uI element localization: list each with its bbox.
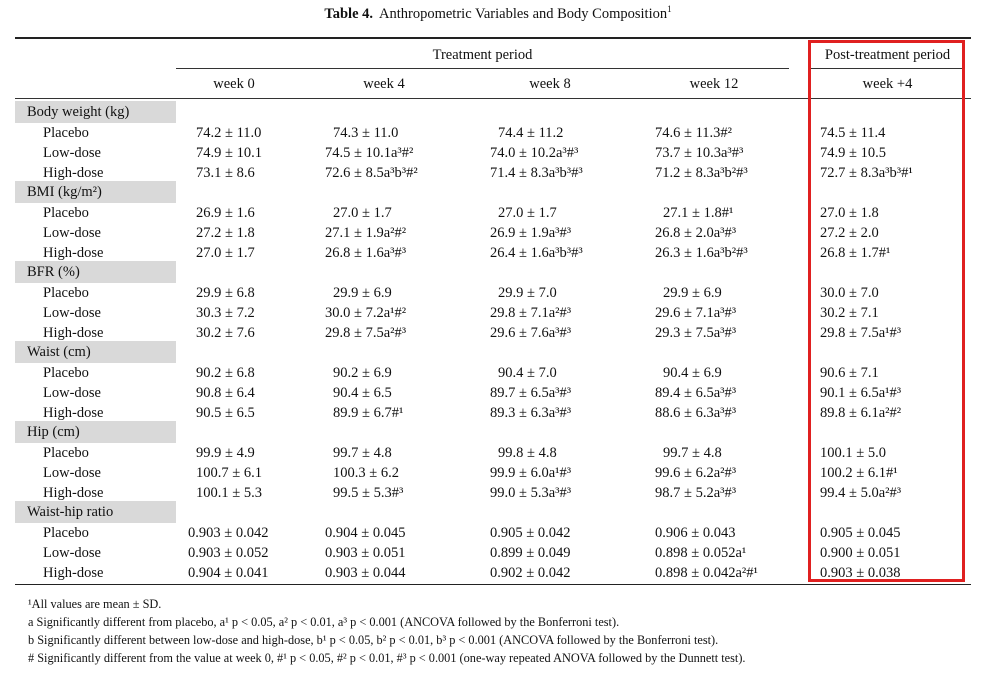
table-cell: 0.905 ± 0.045 [820,525,901,541]
table-label: Table 4. [324,6,374,22]
table-cell: 71.4 ± 8.3a³b³#³ [490,165,583,181]
week-header: week 8 [529,76,571,92]
table-cell: 0.900 ± 0.051 [820,545,901,561]
week-header: week 12 [689,76,739,92]
section-header: Waist (cm) [15,341,176,363]
table-cell: 72.6 ± 8.5a³b³#² [325,165,418,181]
row-label: Low-dose [43,545,101,561]
table-cell: 30.0 ± 7.2a¹#² [325,305,407,321]
table-cell: 30.3 ± 7.2 [196,305,255,321]
table-cell: 74.5 ± 11.4 [820,125,886,141]
table-cell: 89.7 ± 6.5a³#³ [490,385,572,401]
table-cell: 99.7 ± 4.8 [333,445,392,461]
row-label: High-dose [43,485,104,501]
table-cell: 0.904 ± 0.045 [325,525,406,541]
row-label: High-dose [43,165,104,181]
treatment-period-header: Treatment period [432,47,533,63]
table-cell: 29.6 ± 7.6a³#³ [490,325,572,341]
section-header: Body weight (kg) [15,101,176,123]
row-label: Low-dose [43,385,101,401]
table-cell: 99.4 ± 5.0a²#³ [820,485,902,501]
table-cell: 0.903 ± 0.042 [188,525,269,541]
table-cell: 26.8 ± 1.7#¹ [820,245,891,261]
table-cell: 26.9 ± 1.9a³#³ [490,225,572,241]
table-cell: 0.906 ± 0.043 [655,525,736,541]
table-cell: 72.7 ± 8.3a³b³#¹ [820,165,913,181]
table-cell: 90.5 ± 6.5 [196,405,255,421]
table-cell: 99.6 ± 6.2a²#³ [655,465,737,481]
table-cell: 0.903 ± 0.052 [188,545,269,561]
footnote: b Significantly different between low-dose and high-dose, b¹ p < 0.05, b² p < 0.01, b³ p < 0.001 (ANCOVA followed by the Bonferroni test). [28,633,719,647]
row-label: Low-dose [43,465,101,481]
table-cell: 0.898 ± 0.042a²#¹ [655,565,758,581]
row-label: Low-dose [43,225,101,241]
treatment-period-underline [176,68,789,69]
table-cell: 89.9 ± 6.7#¹ [333,405,404,421]
row-label: High-dose [43,565,104,581]
table-cell: 0.898 ± 0.052a¹ [655,545,747,561]
table-cell: 99.9 ± 6.0a¹#³ [490,465,572,481]
row-label: Low-dose [43,145,101,161]
table-cell: 27.2 ± 2.0 [820,225,879,241]
row-label: Placebo [43,125,89,141]
table-cell: 29.9 ± 6.9 [333,285,392,301]
table-cell: 99.0 ± 5.3a³#³ [490,485,572,501]
table-cell: 99.5 ± 5.3#³ [333,485,404,501]
table-cell: 90.4 ± 6.9 [663,365,722,381]
table-cell: 30.2 ± 7.6 [196,325,255,341]
top-rule [15,37,971,39]
table-cell: 29.9 ± 6.9 [663,285,722,301]
table-cell: 73.7 ± 10.3a³#³ [655,145,744,161]
table-cell: 74.4 ± 11.2 [498,125,564,141]
table-cell: 74.2 ± 11.0 [196,125,262,141]
footnote: a Significantly different from placebo, a¹ p < 0.05, a² p < 0.01, a³ p < 0.001 (ANCOVA followed by the Bonferroni test). [28,615,620,629]
table-cell: 29.8 ± 7.5a²#³ [325,325,407,341]
table-caption [0,6,996,23]
table-cell: 0.899 ± 0.049 [490,545,571,561]
table-cell: 27.0 ± 1.7 [196,245,255,261]
row-label: Placebo [43,525,89,541]
row-label: Placebo [43,365,89,381]
row-label: High-dose [43,245,104,261]
table-cell: 27.1 ± 1.9a²#² [325,225,407,241]
table-cell: 30.2 ± 7.1 [820,305,879,321]
table-cell: 0.902 ± 0.042 [490,565,571,581]
week-header: week 0 [213,76,255,92]
table-cell: 74.3 ± 11.0 [333,125,399,141]
table-cell: 100.1 ± 5.0 [820,445,886,461]
row-label: Placebo [43,285,89,301]
section-header: BMI (kg/m²) [15,181,176,203]
section-header: Hip (cm) [15,421,176,443]
week-header: week 4 [363,76,405,92]
table-cell: 98.7 ± 5.2a³#³ [655,485,737,501]
footnote: ¹All values are mean ± SD. [28,597,162,611]
table-cell: 26.8 ± 1.6a³#³ [325,245,407,261]
table-cell: 100.7 ± 6.1 [196,465,262,481]
table-cell: 74.5 ± 10.1a³#² [325,145,414,161]
table-cell: 90.2 ± 6.8 [196,365,255,381]
table-cell: 100.1 ± 5.3 [196,485,262,501]
table-cell: 26.9 ± 1.6 [196,205,255,221]
row-label: Placebo [43,205,89,221]
table-cell: 99.8 ± 4.8 [498,445,557,461]
bottom-rule [15,584,971,585]
table-cell: 89.8 ± 6.1a²#² [820,405,902,421]
table-cell: 29.6 ± 7.1a³#³ [655,305,737,321]
table-cell: 89.3 ± 6.3a³#³ [490,405,572,421]
section-header: Waist-hip ratio [15,501,176,523]
table-cell: 89.4 ± 6.5a³#³ [655,385,737,401]
table-title-footnote-mark: 1 [667,4,672,15]
table-cell: 27.0 ± 1.8 [820,205,879,221]
table-cell: 29.8 ± 7.1a²#³ [490,305,572,321]
table-cell: 90.2 ± 6.9 [333,365,392,381]
table-cell: 27.1 ± 1.8#¹ [663,205,734,221]
table-cell: 29.3 ± 7.5a³#³ [655,325,737,341]
row-label: Placebo [43,445,89,461]
table-cell: 74.9 ± 10.5 [820,145,886,161]
table-cell: 26.8 ± 2.0a³#³ [655,225,737,241]
table-cell: 74.6 ± 11.3#² [655,125,733,141]
table-cell: 0.905 ± 0.042 [490,525,571,541]
table-cell: 29.8 ± 7.5a¹#³ [820,325,902,341]
table-cell: 90.8 ± 6.4 [196,385,255,401]
table-cell: 26.4 ± 1.6a³b³#³ [490,245,583,261]
table-cell: 100.3 ± 6.2 [333,465,399,481]
table-cell: 74.9 ± 10.1 [196,145,262,161]
table-cell: 73.1 ± 8.6 [196,165,255,181]
table-title: Anthropometric Variables and Body Composition [379,6,668,22]
table-cell: 0.903 ± 0.051 [325,545,406,561]
table-cell: 90.6 ± 7.1 [820,365,879,381]
table-cell: 30.0 ± 7.0 [820,285,879,301]
table-cell: 100.2 ± 6.1#¹ [820,465,898,481]
footnote: # Significantly different from the value at week 0, #¹ p < 0.05, #² p < 0.01, #³ p < 0.001 (one-way repeated ANOVA followed by the Dunnett test). [28,651,746,665]
table-cell: 29.9 ± 6.8 [196,285,255,301]
table-cell: 0.903 ± 0.044 [325,565,406,581]
table-cell: 26.3 ± 1.6a³b²#³ [655,245,748,261]
row-label: High-dose [43,325,104,341]
table-cell: 27.0 ± 1.7 [333,205,392,221]
row-label: Low-dose [43,305,101,321]
table-cell: 90.1 ± 6.5a¹#³ [820,385,902,401]
post-treatment-period-header: Post-treatment period [824,47,951,63]
table-cell: 27.0 ± 1.7 [498,205,557,221]
section-header: BFR (%) [15,261,176,283]
table-cell: 99.9 ± 4.9 [196,445,255,461]
table-cell: 0.904 ± 0.041 [188,565,269,581]
highlight-box [808,40,965,582]
table-cell: 90.4 ± 6.5 [333,385,392,401]
table-cell: 27.2 ± 1.8 [196,225,255,241]
table-cell: 88.6 ± 6.3a³#³ [655,405,737,421]
row-label: High-dose [43,405,104,421]
table-cell: 71.2 ± 8.3a³b²#³ [655,165,748,181]
table-cell: 0.903 ± 0.038 [820,565,901,581]
week-header: week +4 [862,76,913,92]
table-cell: 99.7 ± 4.8 [663,445,722,461]
table-cell: 29.9 ± 7.0 [498,285,557,301]
table-cell: 74.0 ± 10.2a³#³ [490,145,579,161]
table-cell: 90.4 ± 7.0 [498,365,557,381]
